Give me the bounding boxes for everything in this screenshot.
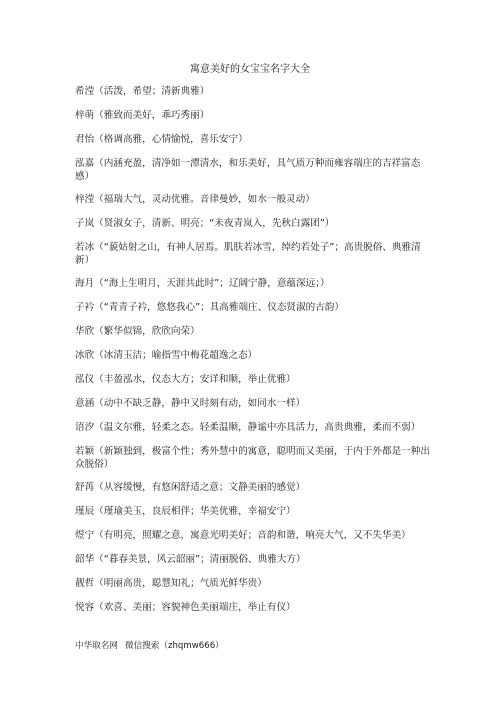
document-title: 寓意美好的女宝宝名字大全 <box>190 64 310 75</box>
list-item: 希滢（活泼，希望；清新典雅） <box>75 86 210 97</box>
footer-site-name: 中华取名网 <box>75 641 118 651</box>
list-item: 梓滢（福瑞大气，灵动优雅。音律曼妙，如水一般灵动） <box>75 194 315 205</box>
list-item: 语汐（温文尔雅，轻柔之态。轻柔温顺，静谧中亦具活力，高贵典雅，柔而不弱） <box>75 422 421 433</box>
list-item: 泓仪（丰盈泓水，仪态大方；安详和顺，举止优雅） <box>75 374 296 385</box>
list-item: 韶华（“暮春美景，风云韶丽”；清丽脱俗、典雅大方） <box>75 554 306 565</box>
list-item: 若冰（“藐姑射之山，有神人居焉。肌肤若冰雪，绰约若处子”；高贵脱俗、典雅清新） <box>75 242 421 266</box>
page-footer <box>75 640 224 652</box>
list-item: 若颖（新颖独到，极富个性；秀外慧中的寓意，聪明而又美丽，于内于外都是一种出众脱俗） <box>75 446 430 470</box>
list-item: 华欣（繁华似锦，欣欣向荣） <box>75 326 200 337</box>
list-item: 靓哲（明丽高贵，聪慧知礼；气质光鲜华贵） <box>75 578 267 589</box>
list-item: 瑾辰（瑾瑜美玉，良辰相伴；华美优雅，幸福安宁） <box>75 506 296 517</box>
list-item: 冰欣（冰清玉洁；喻指雪中梅花超逸之态） <box>75 350 258 361</box>
list-item: 悦容（欢喜、美丽；容貌神色美丽端庄，举止有仪） <box>75 602 296 613</box>
name-list <box>75 85 430 625</box>
list-item: 意涵（动中不缺乏静，静中又时刻有动，如同水一样） <box>75 398 306 409</box>
list-item: 泓嘉（内涵充盈，清净如一潭清水，和乐美好，具气质万种而雍容端庄的吉祥富态感） <box>75 158 421 182</box>
list-item: 梓萌（雅致而美好，乖巧秀丽） <box>75 110 210 121</box>
list-item: 子衿（“青青子衿，悠悠我心”；具高雅端庄、仪态贤淑的古韵） <box>75 302 344 313</box>
list-item: 海月（“海上生明月，天涯共此时”；辽阔宁静，意蕴深远；） <box>75 278 330 289</box>
list-item: 子岚（贤淑女子，清新、明亮；“未夜青岚入，先秋白露团”） <box>75 218 335 229</box>
list-item: 君怡（格调高雅，心情愉悦，喜乐安宁） <box>75 134 248 145</box>
list-item: 煜宁（有明亮，照耀之意，寓意光明美好；音韵和谐，响亮大气，又不失华美） <box>75 530 411 541</box>
list-item: 舒苒（从容缓慢，有悠闲舒适之意；文静美丽的感觉） <box>75 482 306 493</box>
footer-wechat-search: 微信搜索（zhqmw666） <box>124 641 224 651</box>
